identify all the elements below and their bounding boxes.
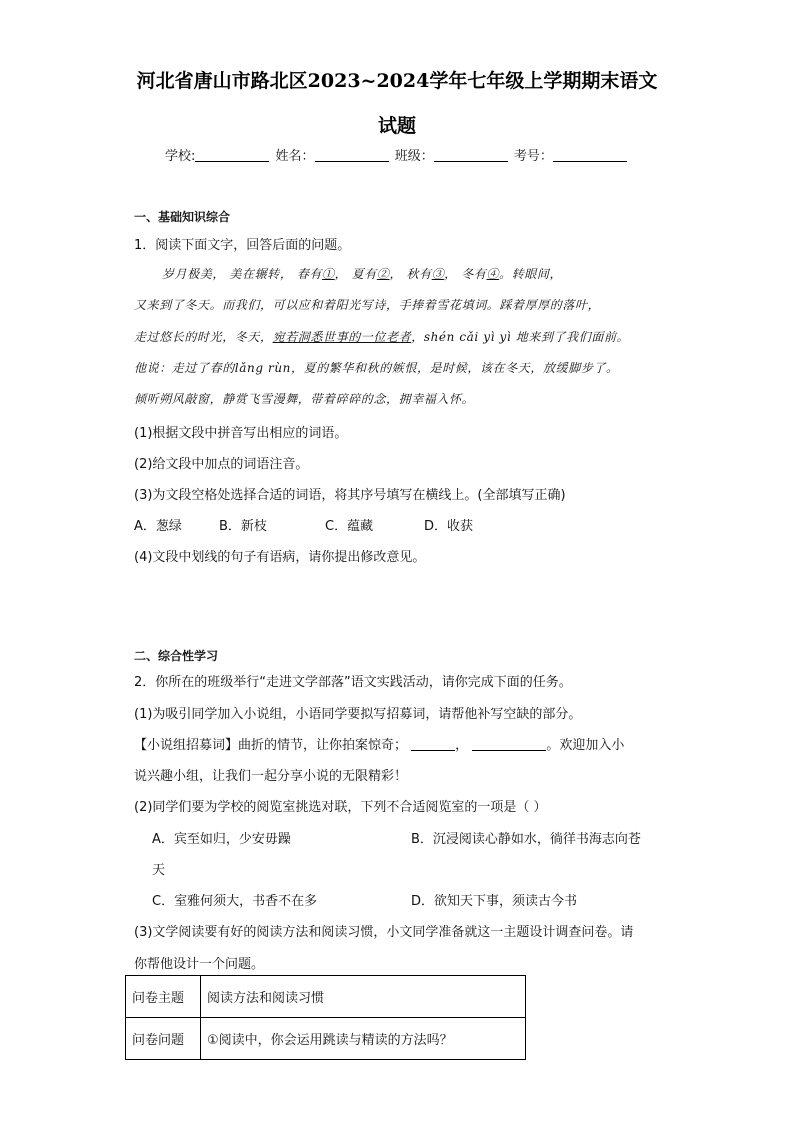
q2-part-3b: 你帮他设计一个问题。 — [134, 957, 265, 972]
school-label: 学校: — [165, 149, 196, 164]
passage-line-1: 岁月极美， 美在辗转， 春有①， 夏有②， 秋有③， 冬有④。转眼间， — [162, 267, 563, 281]
survey-table — [125, 975, 526, 1060]
option-b[interactable]: B．新枝 — [219, 519, 267, 534]
recruit-line-2: 说兴趣小组，让我们一起分享小说的无限精彩！ — [134, 769, 408, 784]
option-c[interactable]: C．蕴藏 — [325, 519, 374, 534]
q2-part-3a: (3)文学阅读要有好的阅读方法和阅读习惯，小文同学准备就这一主题设计调查问卷。请 — [134, 925, 634, 940]
recruit-blank-1[interactable] — [411, 736, 455, 751]
q1-intro: 1．阅读下面文字，回答后面的问题。 — [134, 238, 351, 253]
passage-line-5: 倾听朔风敲窗，静赏飞雪漫舞，带着碎碎的念，拥幸福入怀。 — [134, 392, 475, 406]
q2-option-b-cont: 天 — [152, 863, 166, 878]
q2-part-2: (2)同学们要为学校的阅览室挑选对联，下列不合适阅览室的一项是（ ） — [134, 800, 547, 815]
option-d[interactable]: D．收获 — [424, 519, 474, 534]
passage-line-4: 他说：走过了春的lǎng rùn，夏的繁华和秋的嫉恨，是时候，该在冬天，放缓脚步了。 — [134, 361, 619, 375]
school-blank[interactable] — [195, 147, 269, 162]
q2-intro: 2．你所在的班级举行“走进文学部落”语文实践活动，请你完成下面的任务。 — [134, 675, 572, 690]
table-cell: 阅读方法和阅读习惯 — [201, 976, 526, 1018]
exam-title-line1: 河北省唐山市路北区2023~2024学年七年级上学期期末语文 — [136, 70, 658, 92]
option-a[interactable]: A．葱绿 — [134, 519, 182, 534]
blank-4: ④ — [486, 267, 500, 281]
name-blank[interactable] — [315, 147, 389, 162]
q2-option-c[interactable]: C．室雅何须大，书香不在多 — [152, 894, 318, 909]
table-cell: ①阅读中，你会运用跳读与精读的方法吗？ — [201, 1018, 526, 1060]
blank-2: ② — [376, 267, 390, 281]
table-cell: 问卷主题 — [126, 976, 201, 1018]
q2-option-b[interactable]: B．沉浸阅读心静如水，徜徉书海志向苍 — [411, 832, 641, 847]
exam-no-blank[interactable] — [553, 147, 627, 162]
blank-1: ① — [322, 267, 335, 281]
passage-line-2: 又来到了冬天。而我们，可以应和着阳光写诗，手捧着雪花填词。踩着厚厚的落叶， — [134, 298, 601, 312]
table-row — [126, 976, 526, 1018]
recruit-blank-2[interactable] — [472, 736, 546, 751]
table-cell: 问卷问题 — [126, 1018, 201, 1060]
q2-option-d[interactable]: D．欲知天下事，须读古今书 — [411, 894, 578, 909]
q1-part-4: (4)文段中划线的句子有语病，请你提出修改意见。 — [134, 550, 426, 565]
q1-part-2: (2)给文段中加点的词语注音。 — [134, 457, 309, 472]
underlined-sentence: 宛若洞悉世事的一位老者 — [272, 330, 412, 344]
class-label: 班级： — [394, 149, 434, 164]
recruit-line-1: 【小说组招募词】曲折的情节，让你拍案惊奇； ， 。欢迎加入小 — [134, 738, 625, 753]
blank-3: ③ — [431, 267, 445, 281]
exam-title-line2: 试题 — [377, 115, 416, 137]
exam-no-label: 考号： — [513, 149, 553, 164]
section-1-heading: 一、基础知识综合 — [134, 210, 231, 224]
name-label: 姓名： — [275, 149, 315, 164]
table-row — [126, 1018, 526, 1060]
q1-part-1: (1)根据文段中拼音写出相应的词语。 — [134, 426, 348, 441]
section-2-heading: 二、综合性学习 — [134, 649, 219, 663]
student-info-row — [165, 145, 629, 164]
q1-part-3: (3)为文段空格处选择合适的词语，将其序号填写在横线上。(全部填写正确) — [134, 488, 566, 503]
passage-line-3: 走过悠长的时光，冬天，宛若洞悉世事的一位老者，shén cǎi yì yì 地来到了我们面前。 — [134, 330, 630, 344]
class-blank[interactable] — [434, 147, 508, 162]
q2-part-1: (1)为吸引同学加入小说组，小语同学要拟写招募词，请帮他补写空缺的部分。 — [134, 707, 582, 722]
q2-option-a[interactable]: A．宾至如归，少安毋躁 — [152, 832, 291, 847]
